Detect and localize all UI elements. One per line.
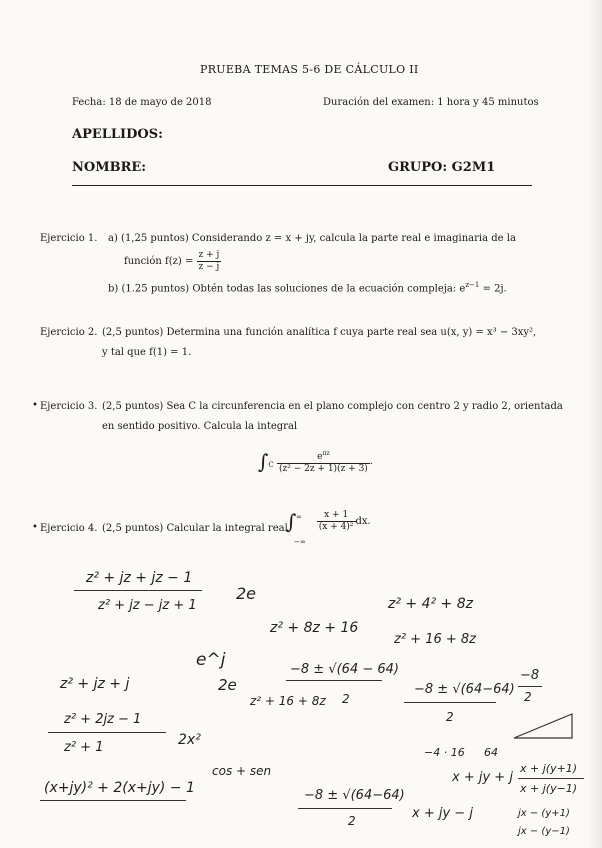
hand-note-13: z² + 2jz − 1 [64,712,142,727]
hand-note-14: z² + 1 [64,740,104,755]
integral-sign-4: ∫ [286,509,297,534]
exercise-1b-exponent: z−1 [465,281,480,289]
surname-label: APELLIDOS: [72,127,163,142]
exercise-4-label: Ejercicio 4. [40,523,98,534]
exercise-4-lower: −∞ [294,538,306,546]
exercise-1a-func-label: función f(z) = [124,256,194,267]
hand-note-26: −4 · 16 [424,746,465,759]
exercise-2-label: Ejercicio 2. [40,327,98,338]
exercise-4-line1: (2,5 puntos) Calcular la integral real [102,523,288,534]
hand-note-31: 2 [348,814,356,828]
exercise-1a-function [124,250,221,273]
integral-sign: ∫ [258,449,269,474]
exam-duration: Duración del examen: 1 hora y 45 minutos [323,97,539,108]
header-rule [72,185,532,186]
exercise-3-numerator [277,448,370,464]
hand-note-10: −8 ± √(64 − 64) [290,662,399,677]
hand-note-25: 2x² [178,732,201,748]
hand-note-30: −8 ± √(64−64) [304,788,405,803]
hand-note-21: x + j(y+1) [520,762,578,775]
hand-note-19: 2 [524,690,532,704]
hand-note-18: −8 [520,668,540,683]
hand-note-4: z² + 4² + 8z [388,596,473,612]
exercise-4-denominator: (x + 4)² [318,522,354,532]
hand-note-7: e^j [196,650,226,670]
hand-note-29: jx − (y−1) [518,826,570,837]
hand-rule-5 [404,702,496,703]
exercise-3-contour: C [268,461,274,469]
exercise-1a-text: a) (1,25 puntos) Considerando z = x + jy, calcula la parte real e imaginaria de la [108,233,516,244]
exercise-4-bullet: • [32,522,38,533]
exercise-4-upper: ∞ [296,513,302,521]
exercise-3-num-base: e [317,452,323,462]
hand-note-2: z² + jz − jz + 1 [98,598,197,613]
exam-date: Fecha: 18 de mayo de 2018 [72,97,212,108]
hand-note-3: 2e [236,584,257,603]
hand-rule-1 [74,590,202,591]
hand-note-16: −8 ± √(64−64) [414,682,515,697]
hand-note-28: jx − (y+1) [518,808,570,819]
exercise-2-line1: (2,5 puntos) Determina una función analítica f cuya parte real sea u(x, y) = x³ − 3xy², [102,327,537,338]
exercise-3-label: Ejercicio 3. [40,401,98,412]
name-label: NOMBRE: [72,160,147,175]
hand-rule-7 [518,778,584,779]
exam-title: PRUEBA TEMAS 5-6 DE CÁLCULO II [200,63,419,76]
hand-note-15: (x+jy)² + 2(x+jy) − 1 [44,780,195,796]
hand-note-1: z² + jz + jz − 1 [86,570,193,586]
exercise-3-denominator: (z² − 2z + 1)(z + 3) [278,464,368,474]
exercise-1b-text [108,278,507,296]
scan-edge-shadow [588,0,602,848]
hand-note-8: 2e [218,676,237,694]
hand-note-9: z² + 16 + 8z [250,694,326,708]
hand-note-20: x + jy + j [452,770,513,785]
exercise-4-numerator: x + 1 [317,510,356,522]
hand-note-12: z² + jz + j [60,676,130,692]
exercise-3-fraction [277,448,370,475]
exercise-3-line1: (2,5 puntos) Sea C la circunferencia en el plano complejo con centro 2 y radio 2, orientada [102,401,563,412]
hand-note-5: z² + 16 + 8z [394,632,476,647]
hand-note-6: z² + 8z + 16 [270,620,359,636]
exercise-4-fraction [317,510,356,533]
exercise-4-tail: dx. [355,516,371,527]
exercise-4-integral [286,509,371,546]
hand-note-17: 2 [446,710,454,724]
exercise-3-integral [258,448,373,475]
exercise-3-num-exp: πz [322,450,330,457]
hand-rule-3 [48,732,166,733]
hand-note-22: x + j(y−1) [520,782,578,795]
hand-rule-2 [286,680,382,681]
exercise-1b-body: b) (1.25 puntos) Obtén todas las soluciones de la ecuación compleja: e [108,283,466,295]
hand-note-23: x + jy − j [412,806,473,821]
hand-triangle-sketch [510,708,580,742]
exercise-2-line2: y tal que f(1) = 1. [102,347,192,358]
hand-note-24: cos + sen [212,764,272,778]
hand-note-27: 64 [484,746,498,759]
exercise-3-dz: . [369,456,374,467]
exercise-1a-fraction [197,250,222,273]
group-label: GRUPO: G2M1 [388,160,496,175]
exercise-1b-tail: = 2j. [479,283,507,295]
exercise-1-label: Ejercicio 1. [40,233,98,244]
exercise-3-line2: en sentido positivo. Calcula la integral [102,421,298,432]
hand-rule-4 [40,800,186,801]
exercise-3-bullet: • [32,400,38,411]
hand-rule-6 [518,686,542,687]
hand-note-11: 2 [342,692,350,706]
exercise-1a-denominator: z − j [198,262,220,272]
exercise-1a-numerator: z + j [198,250,220,260]
hand-rule-8 [298,808,392,809]
